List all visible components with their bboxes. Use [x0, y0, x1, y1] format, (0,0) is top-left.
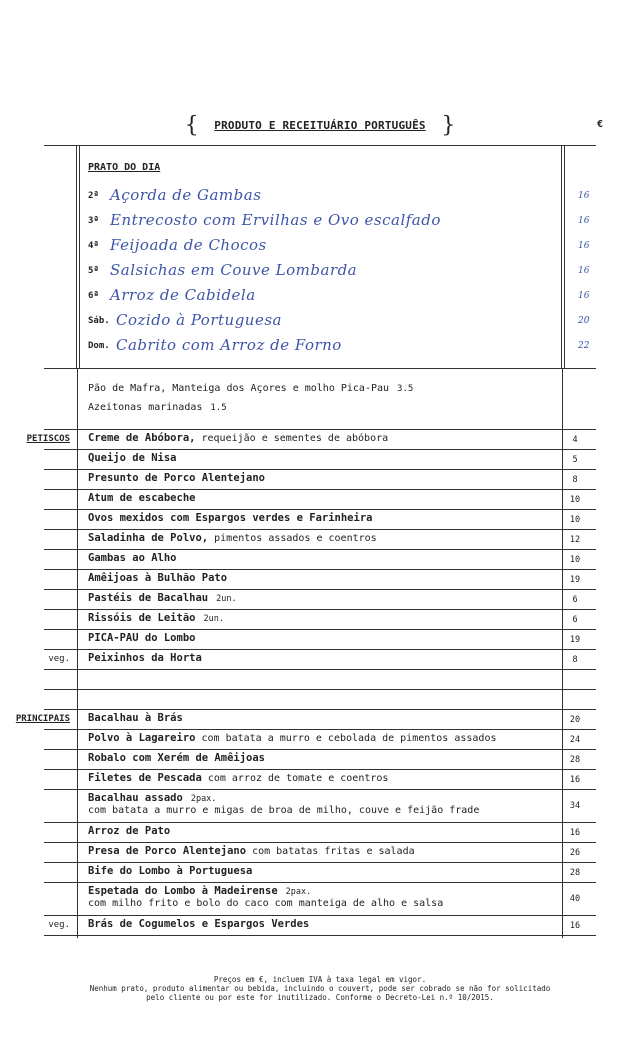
item-price: 26: [569, 848, 581, 858]
menu-item: [0, 469, 640, 489]
daily-item: [88, 230, 588, 254]
item-price: 5: [572, 455, 578, 465]
daily-day: Sáb.: [88, 316, 110, 326]
item-price: 40: [569, 894, 581, 904]
row-separator: [44, 669, 596, 670]
daily-dish: Cozido à Portuguesa: [116, 311, 282, 329]
item-name-line: [88, 652, 202, 664]
vline-left-b: [79, 146, 80, 368]
item-price: 28: [569, 868, 581, 878]
menu-header: [0, 113, 640, 137]
item-name: Filetes de Pescada: [88, 772, 202, 784]
item-name: Bife do Lombo à Portuguesa: [88, 865, 253, 877]
item-price: 10: [569, 555, 581, 565]
item-name: Arroz de Pato: [88, 825, 171, 837]
daily-dish: Açorda de Gambas: [110, 186, 262, 204]
item-name-line: [88, 772, 388, 784]
daily-item: [88, 305, 588, 329]
menu-item: [0, 842, 640, 862]
item-price: 12: [569, 535, 581, 545]
item-quantity: 2un.: [216, 594, 237, 604]
item-price: 10: [569, 515, 581, 525]
daily-price: 20: [578, 316, 590, 326]
item-name: Rissóis de Leitão: [88, 612, 196, 624]
menu-item: [0, 549, 640, 569]
item-quantity: 2pax.: [190, 794, 217, 804]
item-name: Polvo à Lagareiro: [88, 732, 196, 744]
spacer-line: [44, 689, 596, 690]
menu-item: [0, 749, 640, 769]
item-name: Brás de Cogumelos e Espargos Verdes: [88, 918, 310, 930]
item-description: com batatas fritas e salada: [246, 846, 415, 857]
menu-item: [0, 449, 640, 469]
item-name-line: [88, 825, 170, 837]
menu-item: [0, 862, 640, 882]
item-name: Amêijoas à Bulhão Pato: [88, 572, 228, 584]
menu-item: [0, 822, 640, 842]
item-name-line: [88, 612, 224, 624]
daily-dish: Arroz de Cabidela: [110, 286, 256, 304]
footer-line-3: pelo cliente ou por este for inutilizado. Conforme o Decreto-Lei n.º 10/2015.: [146, 993, 494, 1002]
daily-day: 4ª: [88, 241, 99, 251]
brace-right: }: [441, 113, 456, 138]
item-name-line: [88, 432, 388, 444]
item-name-line: [88, 532, 377, 544]
menu-item: [0, 429, 640, 449]
daily-price: 16: [578, 266, 590, 276]
menu-item: [0, 629, 640, 649]
item-name: Queijo de Nisa: [88, 452, 177, 464]
bread-price: 3.5: [397, 384, 414, 394]
item-name-line: [88, 885, 311, 897]
item-subline: com milho frito e bolo do caco com manteiga de alho e salsa: [88, 898, 444, 909]
item-price: 8: [572, 655, 578, 665]
item-name: Creme de Abóbora,: [88, 432, 196, 444]
daily-dish: Cabrito com Arroz de Forno: [116, 336, 342, 354]
item-price: 24: [569, 735, 581, 745]
item-price: 28: [569, 755, 581, 765]
item-price: 8: [572, 475, 578, 485]
daily-day: 6ª: [88, 291, 99, 301]
item-name: Saladinha de Polvo,: [88, 532, 209, 544]
bread-text: Pão de Mafra, Manteiga dos Açores e molho Pica-Pau: [88, 383, 390, 394]
footer-line-1: Preços em €, incluem IVA à taxa legal em vigor.: [213, 975, 427, 984]
item-price: 16: [569, 828, 581, 838]
daily-price: 16: [578, 241, 590, 251]
row-separator: [44, 935, 596, 936]
item-name: Espetada do Lombo à Madeirense: [88, 885, 278, 897]
daily-dish: Salsichas em Couve Lombarda: [110, 261, 358, 279]
menu-item: [0, 649, 640, 669]
item-price: 6: [572, 615, 578, 625]
item-price: 34: [569, 801, 581, 811]
item-name: Presa de Porco Alentejano: [88, 845, 247, 857]
currency-label: €: [596, 119, 603, 130]
daily-item: [88, 280, 588, 304]
item-price: 4: [572, 435, 578, 445]
brace-left: {: [184, 113, 199, 138]
item-name: Pastéis de Bacalhau: [88, 592, 209, 604]
daily-day: 5ª: [88, 266, 99, 276]
veg-tag: veg.: [48, 920, 70, 930]
item-name: Bacalhau assado: [88, 792, 183, 804]
daily-item: [88, 330, 588, 354]
veg-tag: veg.: [48, 654, 70, 664]
daily-price: 16: [578, 291, 590, 301]
daily-dish: Entrecosto com Ervilhas e Ovo escalfado: [110, 211, 441, 229]
item-name-line: [88, 472, 265, 484]
item-price: 10: [569, 495, 581, 505]
daily-price: 22: [578, 341, 590, 351]
item-price: 19: [569, 635, 581, 645]
item-description: pimentos assados e coentros: [208, 533, 377, 544]
item-price: 16: [569, 775, 581, 785]
item-description: requeijão e sementes de abóbora: [195, 433, 389, 444]
daily-day: Dom.: [88, 341, 110, 351]
daily-item: [88, 180, 588, 204]
item-name-line: [88, 492, 195, 504]
item-name-line: [88, 632, 195, 644]
section-label: PETISCOS: [26, 434, 70, 444]
item-name-line: [88, 572, 227, 584]
item-price: 6: [572, 595, 578, 605]
menu-item: [0, 915, 640, 935]
item-name: PICA-PAU do Lombo: [88, 632, 196, 644]
olives-price: 1.5: [210, 403, 227, 413]
item-name: Presunto de Porco Alentejano: [88, 472, 266, 484]
frame-top-line: [44, 145, 596, 146]
menu-item: [0, 709, 640, 729]
vline-left-a: [76, 146, 77, 368]
item-subline: com batata a murro e migas de broa de milho, couve e feijão frade: [88, 805, 480, 816]
item-price: 20: [569, 715, 581, 725]
item-name-line: [88, 452, 177, 464]
item-name-line: [88, 752, 265, 764]
bread-line: [88, 383, 413, 394]
item-quantity: 2pax.: [285, 887, 312, 897]
item-name-line: [88, 845, 415, 857]
item-name-line: [88, 512, 372, 524]
legal-footer: [0, 975, 640, 1002]
item-description: com batata a murro e cebolada de pimentos assados: [195, 733, 497, 744]
menu-title: PRODUTO E RECEITUÁRIO PORTUGUÊS: [214, 119, 426, 132]
olives-text: Azeitonas marinadas: [88, 402, 203, 413]
menu-item: [0, 729, 640, 749]
menu-item: [0, 769, 640, 789]
item-name: Gambas ao Alho: [88, 552, 177, 564]
daily-day: 2ª: [88, 191, 99, 201]
item-name-line: [88, 792, 216, 804]
daily-title: PRATO DO DIA: [88, 162, 161, 173]
daily-item: [88, 255, 588, 279]
daily-price: 16: [578, 191, 590, 201]
daily-dish: Feijoada de Chocos: [110, 236, 267, 254]
menu-item: [0, 569, 640, 589]
daily-price: 16: [578, 216, 590, 226]
item-name: Ovos mexidos com Espargos verdes e Farinheira: [88, 512, 373, 524]
item-price: 16: [569, 921, 581, 931]
menu-item: [0, 609, 640, 629]
item-quantity: 2un.: [203, 614, 224, 624]
item-name-line: [88, 865, 252, 877]
item-name: Robalo com Xerém de Amêijoas: [88, 752, 266, 764]
menu-item: [0, 529, 640, 549]
item-description: com arroz de tomate e coentros: [201, 773, 389, 784]
menu-item: [0, 589, 640, 609]
footer-line-2: Nenhum prato, produto alimentar ou bebida, incluindo o couvert, pode ser cobrado se não for solicitado: [89, 984, 551, 993]
section-label: PRINCIPAIS: [15, 714, 70, 724]
item-name: Atum de escabeche: [88, 492, 196, 504]
item-name-line: [88, 712, 183, 724]
item-price: 19: [569, 575, 581, 585]
item-name: Peixinhos da Horta: [88, 652, 202, 664]
menu-item: [0, 509, 640, 529]
item-name-line: [88, 732, 497, 744]
item-name-line: [88, 592, 237, 604]
daily-bottom-line: [44, 368, 596, 369]
menu-title-wrap: [0, 113, 640, 138]
item-name-line: [88, 918, 309, 930]
daily-item: [88, 205, 588, 229]
menu-item: [0, 489, 640, 509]
olives-line: [88, 402, 227, 413]
item-name-line: [88, 552, 177, 564]
daily-day: 3ª: [88, 216, 99, 226]
item-name: Bacalhau à Brás: [88, 712, 183, 724]
